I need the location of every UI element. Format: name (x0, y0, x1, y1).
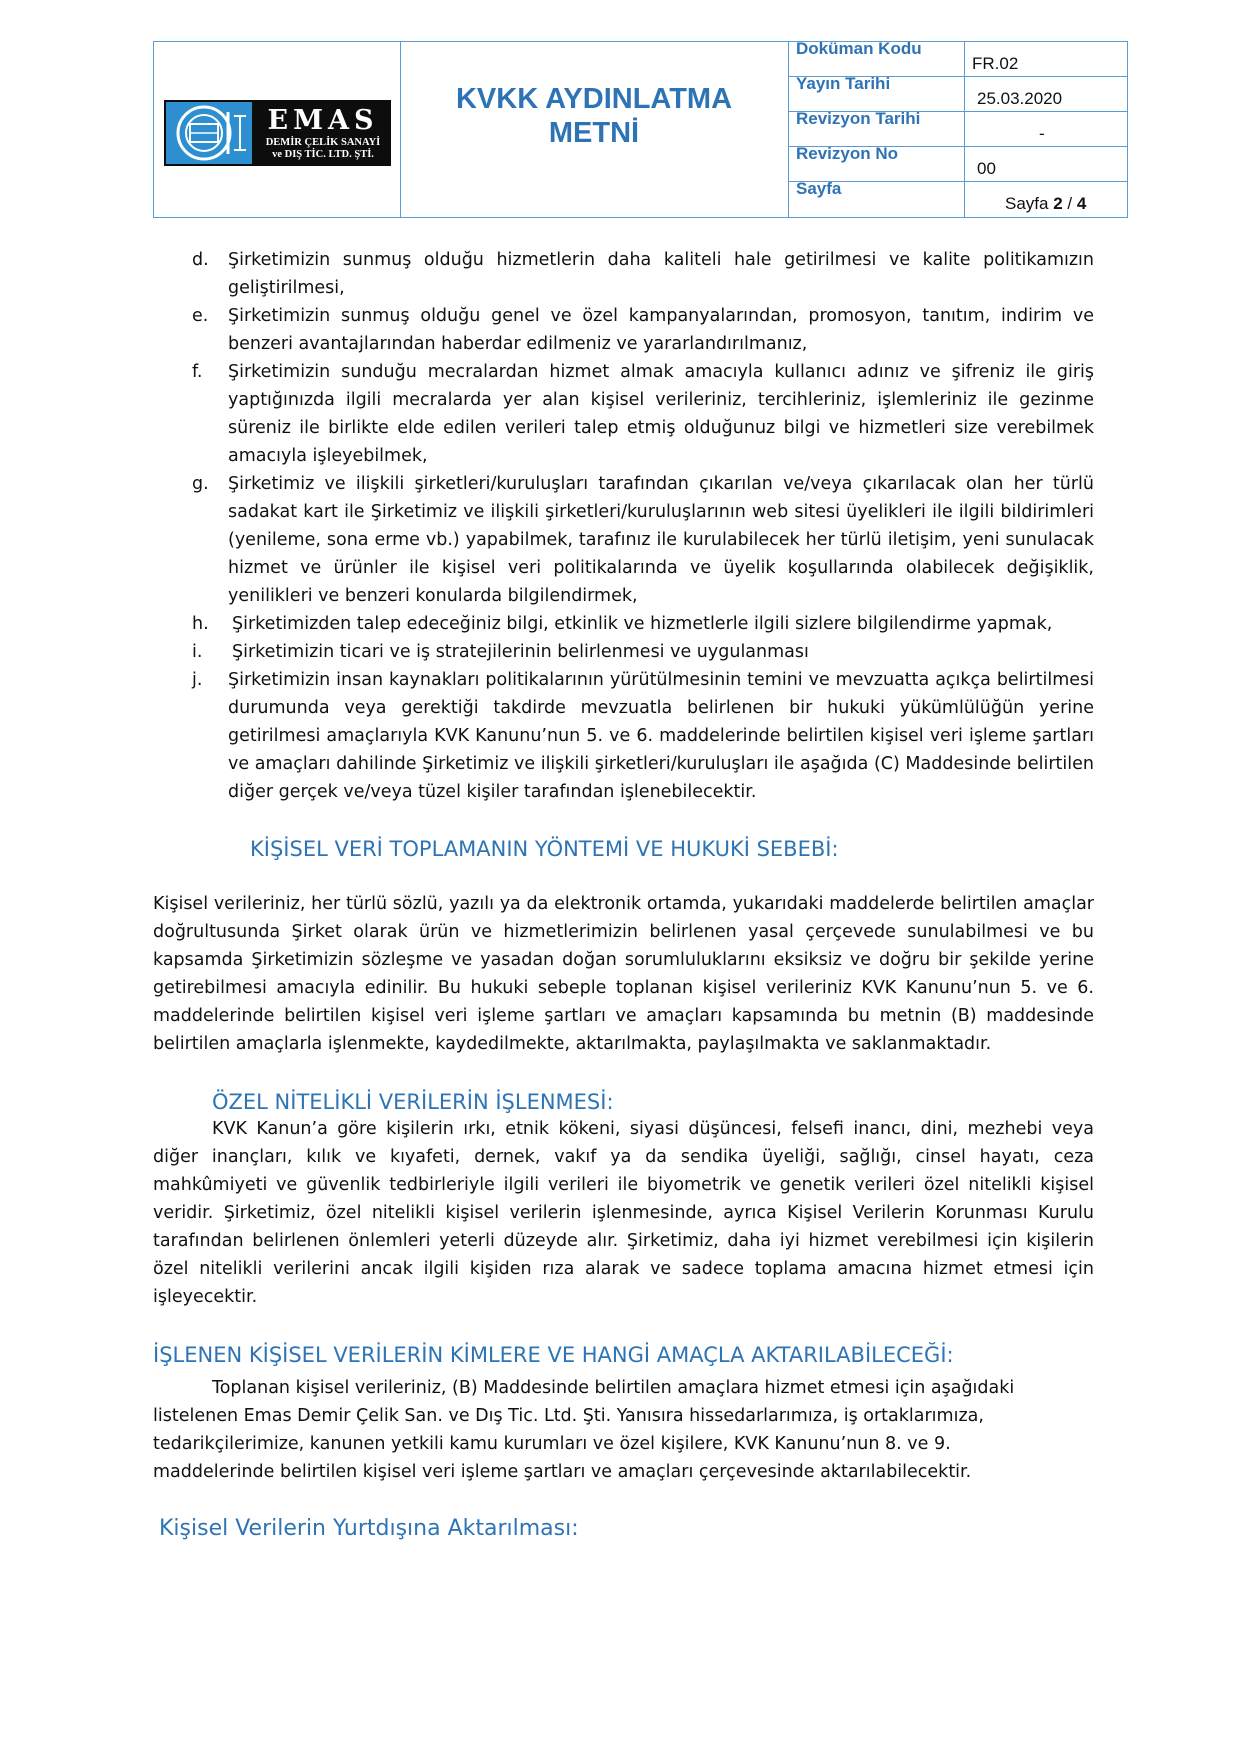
method-paragraph: Kişisel verileriniz, her türlü sözlü, yazılı ya da elektronik ortamda, yukarıdaki maddelerde belirtilen amaçlar doğrultusunda Şirket olarak ürün ve hizmetlerimizin belirlenen yasal çerçevede sunulabilmesi ve bu kapsamda Şirketimizin sözleşme ve yasadan doğan sorumluluklarını eksiksiz ve doğru bir şekilde yerine getirebilmesi amacıyla edinilir. Bu hukuki sebeple toplanan kişisel verileriniz KVK Kanunu’nun 5. ve 6. maddelerinde belirtilen kişisel veri işleme şartları ve amaçları kapsamında bu metnin (B) maddesinde belirtilen amaçlarla işlenmekte, kaydedilmekte, aktarılmakta, paylaşılmakta ve saklanmaktadır. (153, 894, 1094, 1054)
transfer-line: listelenen Emas Demir Çelik San. ve Dış Tic. Ltd. Şti. Yanısıra hissedarlarımıza, iş ortaklarımıza, (153, 1406, 984, 1426)
list-item-letter: g. (192, 474, 209, 494)
page-current: 2 (1053, 194, 1063, 213)
list-item-letter: h. (192, 614, 209, 634)
revision-no-label: Revizyon No (796, 144, 899, 163)
page-prefix: Sayfa (1005, 194, 1049, 213)
company-logo (164, 100, 391, 166)
list-item: Şirketimizin insan kaynakları politikalarının yürütülmesinin temini ve mevzuatta açıkça belirtilmesi durumunda veya gerektiği takdirde mevzuatla belirlenen bir hukuki yükümlülüğün yerine getirilmesi amaçlarıyla KVK Kanunu’nun 5. ve 6. maddelerinde belirtilen kişisel veri işleme şartları ve amaçları dahilinde Şirketimiz ve ilişkili şirketleri/kuruluşları ile aşağıda (C) Maddesinde belirtilen diğer gerçek ve/veya tüzel kişiler tarafından işlenebilecektir. (228, 670, 1094, 802)
special-data-heading: ÖZEL NİTELİKLİ VERİLERİN İŞLENMESİ: (212, 1090, 614, 1114)
list-item: Şirketimizin sunmuş olduğu hizmetlerin daha kaliteli hale getirilmesi ve kalite politikamızın geliştirilmesi, (228, 250, 1094, 298)
list-item: Şirketimiz ve ilişkili şirketleri/kuruluşları tarafından çıkarılan ve/veya çıkarılacak olan her türlü sadakat kart ile Şirketimiz ve ilişkili şirketleri/kuruluşlarının web sitesi üyelikleri ile ilgili bildirimleri (yenileme, sona erme vb.) yapabilmek, tarafınız ile kurulabilecek her türlü iletişim, yeni sunulacak hizmet ve ürünler ile kişisel veri politikalarında ve üyelik koşullarında olabilecek değişiklik, yenilikleri ve benzeri konularda bilgilendirmek, (228, 474, 1094, 606)
transfer-line: Toplanan kişisel verileriniz, (B) Maddesinde belirtilen amaçlara hizmet etmesi için aşağıdaki (212, 1378, 1015, 1398)
transfer-heading: İŞLENEN KİŞİSEL VERİLERİN KİMLERE VE HANGİ AMAÇLA AKTARILABİLECEĞİ: (153, 1343, 954, 1367)
list-item: Şirketimizin ticari ve iş stratejilerinin belirlenmesi ve uygulanması (232, 642, 809, 662)
publish-date-label: Yayın Tarihi (796, 74, 891, 93)
logo-subtitle-line2: ve DIŞ TİC. LTD. ŞTİ. (272, 149, 374, 160)
document-title (400, 82, 788, 150)
document-title-line2: METNİ (548, 117, 640, 149)
page-total: 4 (1076, 194, 1087, 213)
method-heading: KİŞİSEL VERİ TOPLAMANIN YÖNTEMİ VE HUKUKİ SEBEBİ: (250, 837, 839, 861)
revision-date-value: - (1039, 124, 1045, 143)
list-item-letter: e. (192, 306, 209, 326)
transfer-line: tedarikçilerimize, kanunen yetkili kamu kurumları ve özel kişilere, KVK Kanunu’nun 8. ve 9. (153, 1434, 951, 1454)
page-separator: / (1067, 194, 1073, 213)
list-item: Şirketimizin sunduğu mecralardan hizmet almak amacıyla kullanıcı adınız ve şifreniz ile giriş yaptığınızda ilgili mecralarda yer alan kişisel verileriniz, tercihleriniz, işlemleriniz ile gezinme süreniz ile birlikte elde edilen verileri talep etmiş olduğunuz bilgi ve hizmetleri size verebilmek amacıyla işleyebilmek, (228, 362, 1094, 466)
revision-no-value: 00 (977, 159, 996, 178)
page-label: Sayfa (796, 179, 842, 198)
list-item: Şirketimizin sunmuş olduğu genel ve özel kampanyalarından, promosyon, tanıtım, indirim ve benzeri avantajlarından haberdar edilmeniz ve yararlandırılmanız, (228, 306, 1094, 354)
list-item-letter: d. (192, 250, 209, 270)
revision-date-label: Revizyon Tarihi (796, 109, 921, 128)
list-item-letter: f. (192, 362, 203, 382)
doc-code-label: Doküman Kodu (796, 39, 922, 58)
publish-date-value: 25.03.2020 (977, 89, 1063, 108)
abroad-transfer-heading: Kişisel Verilerin Yurtdışına Aktarılması: (159, 1516, 579, 1541)
page-number (1005, 194, 1086, 214)
list-item: Şirketimizden talep edeceğiniz bilgi, etkinlik ve hizmetlerle ilgili sizlere bilgilendirme yapmak, (232, 614, 1053, 634)
document-title-line1: KVKK AYDINLATMA (455, 83, 733, 115)
logo-brand-text: EMAS (267, 105, 379, 136)
logo-emblem-icon (166, 102, 252, 164)
list-item-letter: j. (192, 670, 203, 690)
special-data-paragraph: KVK Kanun’a göre kişilerin ırkı, etnik kökeni, siyasi düşüncesi, felsefi inancı, dini, mezhebi veya diğer inançları, kılık ve kıyafeti, dernek, vakıf ya da sendika üyeliği, sağlığı, cinsel hayatı, ceza mahkûmiyeti ve güvenlik tedbirleriyle ilgili verileri ile biyometrik ve genetik verileri özel nitelikli kişisel veridir. Şirketimiz, özel nitelikli kişisel verilerin işlenmesinde, ayrıca Kişisel Verilerin Korunması Kurulu tarafından belirlenen önlemleri yeterli düzeyde alır. Şirketimiz, daha iyi hizmet verebilmesi için kişilerin özel nitelikli verilerini ancak ilgili kişiden rıza alarak ve sadece toplama amacına hizmet etmesi için işleyecektir. (153, 1119, 1094, 1307)
doc-code-value: FR.02 (972, 54, 1019, 73)
document-header-table (153, 41, 1128, 218)
list-item-letter: i. (192, 642, 203, 662)
transfer-line: maddelerinde belirtilen kişisel veri işleme şartları ve amaçları çerçevesinde aktarılabilecektir. (153, 1462, 972, 1482)
logo-subtitle-line1: DEMİR ÇELİK SANAYİ (265, 137, 381, 148)
